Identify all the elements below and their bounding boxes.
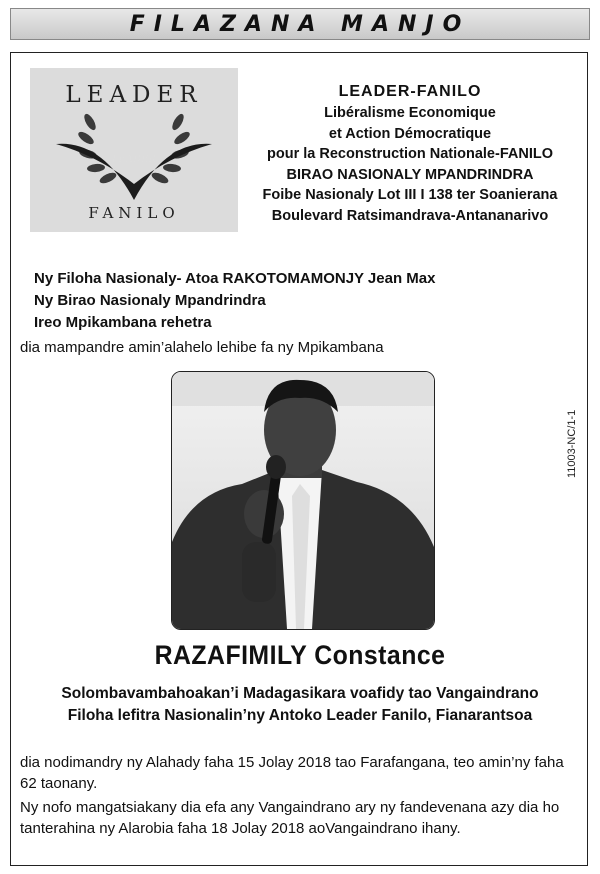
organization-line: Foibe Nasionaly Lot III I 138 ter Soanierana bbox=[262, 187, 558, 204]
organization-line: et Action Démocratique bbox=[328, 125, 492, 142]
party-logo bbox=[30, 68, 238, 232]
organization-name: LEADER-FANILO bbox=[338, 83, 482, 100]
header-title: FILAZANA MANJO bbox=[129, 11, 471, 37]
header-bar bbox=[10, 8, 590, 40]
organization-line: pour la Reconstruction Nationale-FANILO bbox=[267, 146, 553, 163]
sender-line: Ny Filoha Nasionaly- Atoa RAKOTOMAMONJY Jean Max bbox=[34, 270, 436, 287]
sender-line: Ny Birao Nasionaly Mpandrindra bbox=[34, 292, 266, 309]
laurel-v-icon bbox=[52, 112, 216, 204]
intro-text: dia mampandre amin’alahelo lehibe fa ny Mpikambana bbox=[20, 339, 384, 356]
organization-line: BIRAO NASIONALY MPANDRINDRA bbox=[286, 166, 534, 183]
sender-line: Ireo Mpikambana rehetra bbox=[34, 314, 212, 331]
portrait-illustration bbox=[172, 372, 434, 629]
role-line: Filoha lefitra Nasionalin’ny Antoko Leader Fanilo, Fianarantsoa bbox=[67, 707, 533, 724]
deceased-name: RAZAFIMILY Constance bbox=[154, 640, 446, 670]
funeral-paragraph: Ny nofo mangatsiakany dia efa any Vangaindrano ary ny fandevenana azy dia ho tanterahina ny Alarobia faha 18 Jolay 2018 aoVangaindrano ihany. bbox=[20, 799, 560, 837]
logo-bottom-text: FANILO bbox=[88, 204, 180, 222]
organization-block bbox=[244, 82, 576, 227]
reference-code: 11003-NC/1-1 bbox=[566, 409, 578, 478]
death-paragraph: dia nodimandry ny Alahady faha 15 Jolay 2018 tao Farafangana, teo amin’ny faha 62 taonany. bbox=[20, 754, 564, 792]
logo-center-text: LEADER bbox=[111, 154, 157, 165]
organization-line: Libéralisme Economique bbox=[324, 105, 496, 121]
role-line: Solombavambahoakan’i Madagasikara voafidy tao Vangaindrano bbox=[61, 685, 539, 702]
sender-block bbox=[34, 268, 435, 334]
portrait-photo bbox=[171, 371, 435, 630]
logo-top-text: LEADER bbox=[65, 82, 203, 108]
organization-line: Boulevard Ratsimandrava-Antananarivo bbox=[271, 207, 549, 224]
